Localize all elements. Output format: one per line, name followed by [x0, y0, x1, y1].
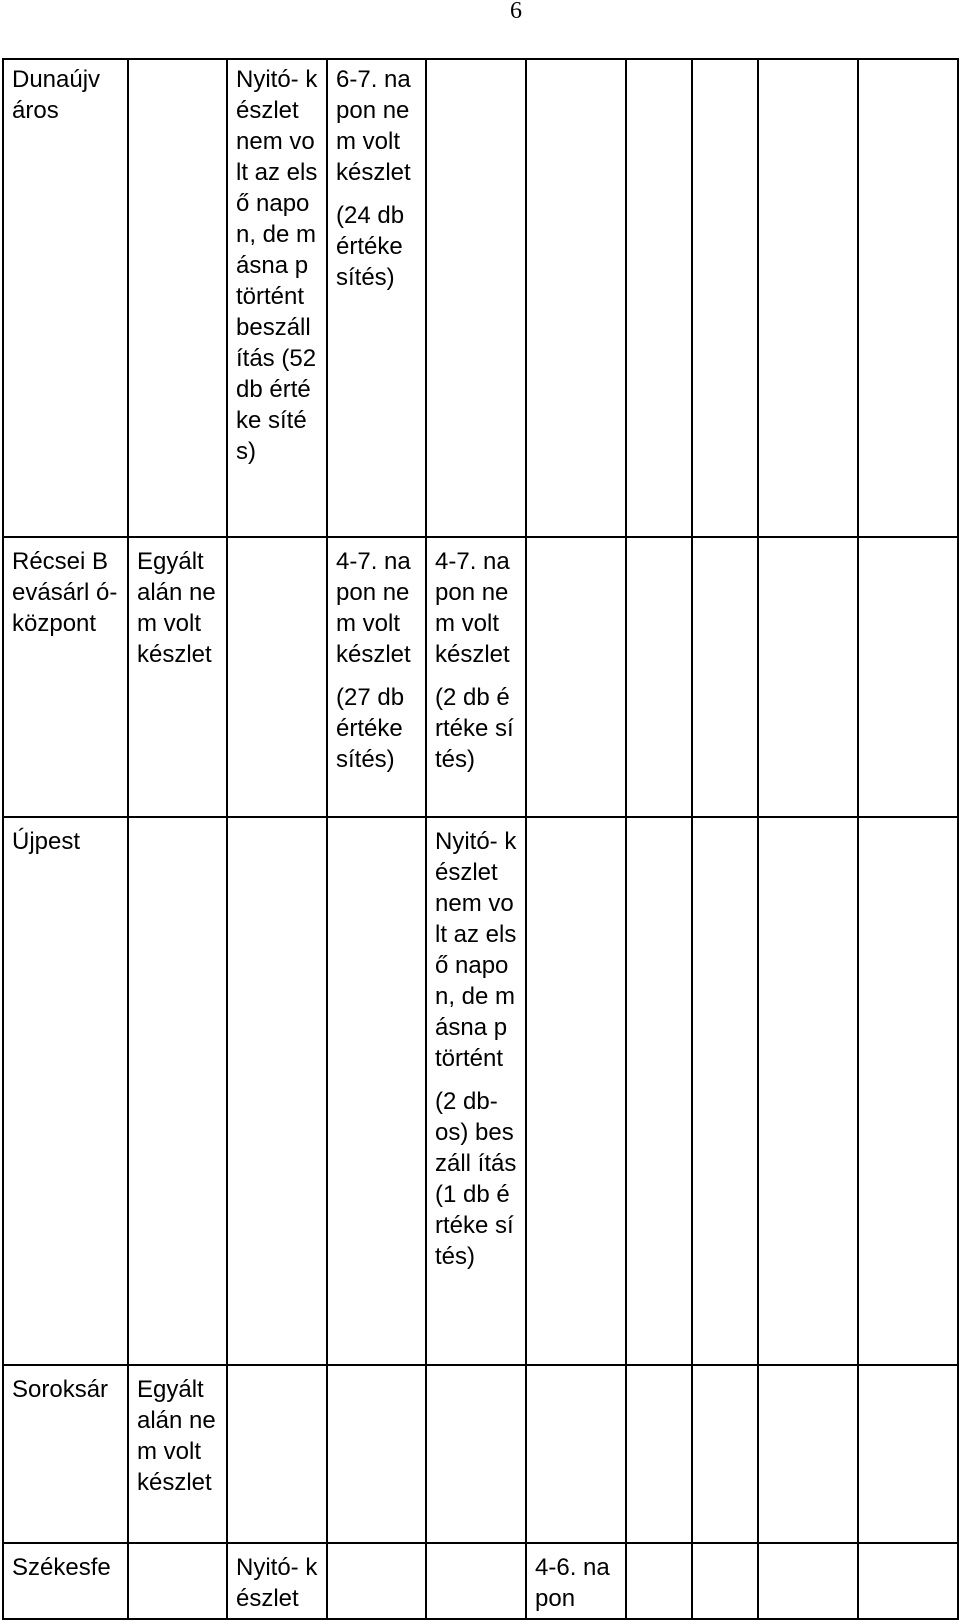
table-cell: [858, 1543, 958, 1619]
table-cell: Nyitó- készlet nem volt az első napon, de másna p történt beszáll ítás (52 db értéke sítés): [227, 59, 327, 537]
table-cell: 4-6. napon: [526, 1543, 626, 1619]
table-cell: [758, 1365, 858, 1543]
table-row: [3, 1543, 958, 1619]
cell-main-text: 6-7. napon nem volt készlet: [336, 66, 411, 186]
stock-table: [2, 58, 959, 1620]
cell-note: (2 db- os) beszáll ítás (1 db értéke sítés): [435, 1088, 517, 1270]
table-cell: [692, 1365, 758, 1543]
table-cell: [327, 59, 426, 537]
table-cell: [327, 537, 426, 817]
table-cell: [426, 59, 526, 537]
table-cell: [626, 817, 692, 1365]
table-cell: [327, 817, 426, 1365]
table-cell: [626, 537, 692, 817]
table-cell: [426, 1365, 526, 1543]
table-cell: Nyitó- készlet: [227, 1543, 327, 1619]
table-row: [3, 1365, 958, 1543]
table-row: [3, 817, 958, 1365]
table-cell: [758, 817, 858, 1365]
location-cell: Újpest: [3, 817, 128, 1365]
table-cell: [526, 1365, 626, 1543]
cell-note: (27 db értéke sítés): [336, 684, 405, 773]
table-cell: [526, 537, 626, 817]
cell-main-text: 4-7. napon nem volt készlet: [336, 548, 411, 668]
table-cell: [426, 1543, 526, 1619]
cell-note: (24 db értéke sítés): [336, 202, 405, 291]
table-cell: [128, 817, 227, 1365]
table-cell: [858, 817, 958, 1365]
table-cell: [692, 817, 758, 1365]
table-cell: Egyált alán nem volt készlet: [128, 537, 227, 817]
cell-note: (2 db értéke sítés): [435, 684, 514, 773]
table-cell: [758, 1543, 858, 1619]
table-cell: [128, 59, 227, 537]
location-cell: Székesfe: [3, 1543, 128, 1619]
table-cell: [858, 59, 958, 537]
table-cell: [858, 1365, 958, 1543]
location-cell: Récsei Bevásárl ó- központ: [3, 537, 128, 817]
table-cell: [128, 1543, 227, 1619]
table-cell: [227, 537, 327, 817]
table-cell: [227, 1365, 327, 1543]
table-cell: [858, 537, 958, 817]
table-cell: [692, 59, 758, 537]
table-cell: [227, 817, 327, 1365]
table-cell: [626, 1365, 692, 1543]
table-cell: [426, 537, 526, 817]
table-row: [3, 537, 958, 817]
table-cell: [758, 537, 858, 817]
table-row: [3, 59, 958, 537]
table-cell: [327, 1365, 426, 1543]
table-cell: [526, 59, 626, 537]
cell-main-text: Nyitó- készlet nem volt az első napon, de másna p történt: [435, 828, 517, 1072]
page-number: 6: [510, 0, 522, 24]
table-cell: [626, 59, 692, 537]
table-cell: [626, 1543, 692, 1619]
table-cell: [426, 817, 526, 1365]
table-cell: Egyált alán nem volt készlet: [128, 1365, 227, 1543]
location-cell: Soroksár: [3, 1365, 128, 1543]
cell-main-text: 4-7. napon nem volt készlet: [435, 548, 510, 668]
table-cell: [526, 817, 626, 1365]
table-cell: [327, 1543, 426, 1619]
location-cell: Dunaújv áros: [3, 59, 128, 537]
table-cell: [692, 537, 758, 817]
table-cell: [758, 59, 858, 537]
table-cell: [692, 1543, 758, 1619]
